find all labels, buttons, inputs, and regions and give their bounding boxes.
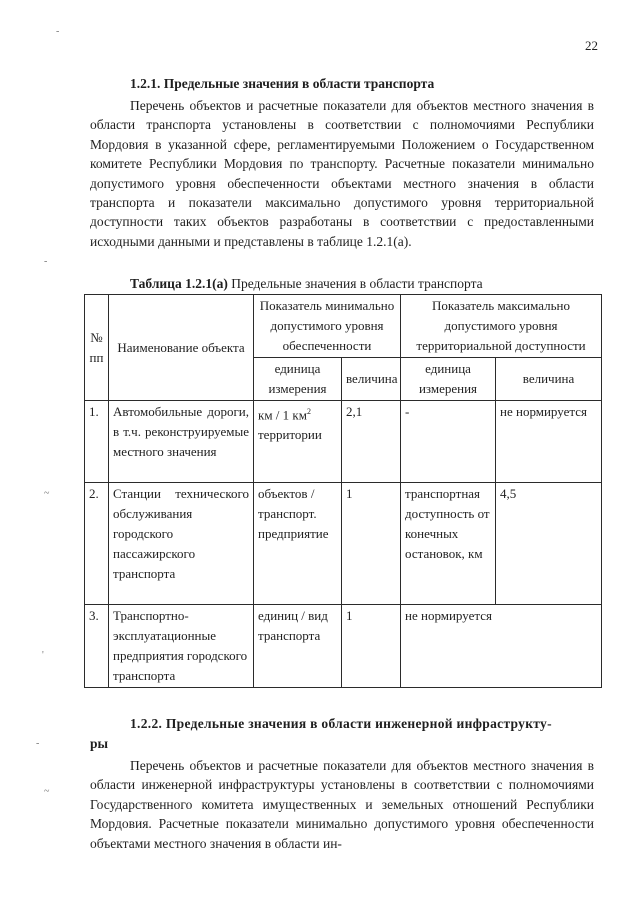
transport-limits-table — [84, 294, 602, 688]
cell-value-max: 4,5 — [496, 483, 602, 605]
header-value-max: величина — [496, 358, 602, 401]
section-1-2-2-paragraph: Перечень объектов и расчетные показатели для объектов местного значения в области инженерной инфраструктуры установлены в соответствии с полномочиями Государственного комитета имущественных и земельных отношений Республики Мордовия. Расчетные показатели минимально допустимого уровня обеспеченности объектами местного значения в области ин- — [90, 758, 594, 851]
scan-mark: - — [36, 738, 40, 749]
header-unit-max: единица измерения — [401, 358, 496, 401]
header-num: № пп — [85, 295, 109, 401]
scan-mark: ' — [42, 650, 44, 661]
scan-mark: - — [56, 26, 60, 37]
cell-name: Транспортно-эксплуатационные предприятия городского транспорта — [109, 605, 254, 688]
section-heading-1-2-2-cont: ры — [90, 736, 109, 751]
cell-value-max: не нормируется — [496, 401, 602, 483]
table-caption — [130, 276, 483, 292]
header-min-group: Показатель минимально допустимого уровня обеспеченности — [254, 295, 401, 358]
cell-value-min: 1 — [342, 605, 401, 688]
section-heading-1-2-1: 1.2.1. Предельные значения в области транспорта — [130, 76, 435, 91]
header-name: Наименование объекта — [109, 295, 254, 401]
cell-unit-max: транспортная доступность от конечных остановок, км — [401, 483, 496, 605]
cell-value-min: 2,1 — [342, 401, 401, 483]
table-row — [85, 401, 602, 483]
table-caption-label: Таблица 1.2.1(а) — [130, 276, 228, 291]
cell-num: 1. — [85, 401, 109, 483]
cell-unit-min — [254, 401, 342, 483]
cell-max-merged: не нормируется — [401, 605, 602, 688]
table-row — [85, 483, 602, 605]
scan-mark: - — [44, 256, 48, 267]
header-value-min: величина — [342, 358, 401, 401]
cell-name: Станции технического обслуживания городского пассажирского транспорта — [109, 483, 254, 605]
table-row — [85, 605, 602, 688]
cell-unit-min-text-2: территории — [258, 427, 322, 443]
cell-unit-min: объектов / транспорт. предприятие — [254, 483, 342, 605]
header-unit-min: единица измерения — [254, 358, 342, 401]
cell-unit-min-sup: 2 — [306, 407, 311, 416]
cell-unit-max: - — [401, 401, 496, 483]
scan-mark: ~ — [44, 488, 50, 499]
cell-unit-min-text: км / 1 км — [258, 407, 307, 423]
cell-value-min: 1 — [342, 483, 401, 605]
cell-num: 2. — [85, 483, 109, 605]
page-number: 22 — [585, 38, 598, 53]
cell-num: 3. — [85, 605, 109, 688]
header-max-group: Показатель максимально допустимого уровня территориальной доступности — [401, 295, 602, 358]
section-heading-1-2-2: 1.2.2. Предельные значения в области инженерной инфраструкту- — [130, 716, 552, 731]
table-caption-text: Предельные значения в области транспорта — [227, 276, 483, 291]
cell-unit-min: единиц / вид транспорта — [254, 605, 342, 688]
scan-mark: ~ — [44, 786, 50, 797]
section-1-2-1-paragraph: Перечень объектов и расчетные показатели для объектов местного значения в области транспорта установлены в соответствии с полномочиями Республики Мордовия в указанной сфере, регламентируемыми Положением о Государственном комитете Республики Мордовия по транспорту. Расчетные показатели минимально допустимого уровня обеспеченности объектами местного значения в области транспорта и показатели максимально допустимого уровня территориальной доступности таких объектов разработаны в соответствии с предоставленными исходными данными и представлены в таблице 1.2.1(а). — [90, 98, 594, 249]
cell-name: Автомобильные дороги, в т.ч. реконструируемые местного значения — [109, 401, 254, 483]
